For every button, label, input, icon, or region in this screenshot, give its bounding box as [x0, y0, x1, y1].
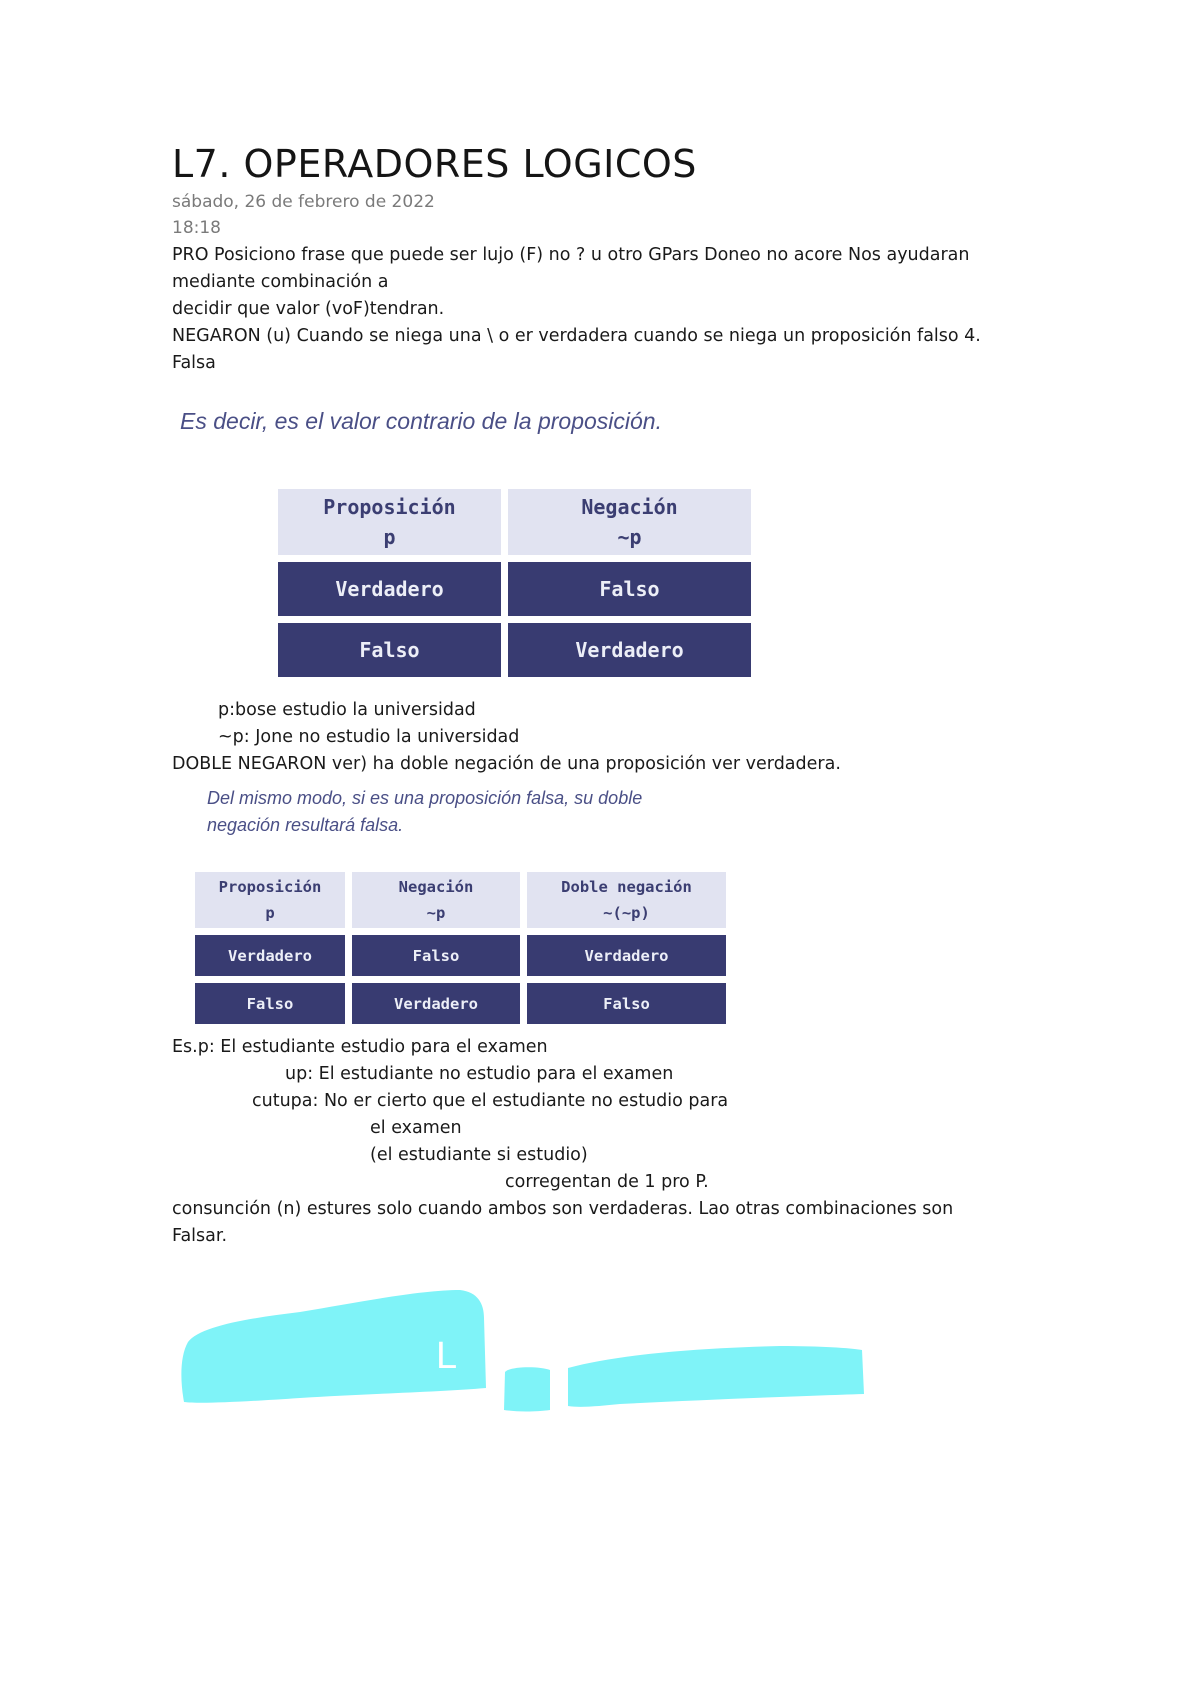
example-line: p:bose estudio la universidad — [218, 700, 476, 720]
page-date: sábado, 26 de febrero de 2022 — [172, 192, 435, 212]
example-line: (el estudiante si estudio) — [370, 1145, 588, 1165]
table-header: Proposición p — [278, 489, 501, 555]
body-line: NEGARON (u) Cuando se niega una \ o er verdadera cuando se niega un proposición falso 4. — [172, 326, 981, 346]
quote-double-negation: negación resultará falsa. — [207, 815, 404, 835]
body-line: PRO Posiciono frase que puede ser lujo (F) no ? u otro GPars Doneo no acore Nos ayudaran — [172, 245, 970, 265]
conjunction-line: consunción (n) estures solo cuando ambos son verdaderas. Lao otras combinaciones son — [172, 1199, 954, 1219]
double-negation-line: DOBLE NEGARON ver) ha doble negación de una proposición ver verdadera. — [172, 754, 841, 774]
table-cell: Falso — [278, 623, 501, 677]
example-line: ~p: Jone no estudio la universidad — [218, 727, 520, 747]
table-cell: Falso — [508, 562, 751, 616]
table-cell: Falso — [527, 983, 726, 1024]
page-time: 18:18 — [172, 218, 221, 238]
example-line: el examen — [370, 1118, 462, 1138]
highlighter-stroke — [504, 1367, 550, 1411]
table-cell: Verdadero — [278, 562, 501, 616]
table-header: Proposición p — [195, 872, 345, 928]
table-header: Negación ~p — [508, 489, 751, 555]
quote-double-negation: Del mismo modo, si es una proposición falsa, su doble — [207, 788, 643, 808]
table-header: Doble negación ~(~p) — [527, 872, 726, 928]
body-line: decidir que valor (voF)tendran. — [172, 299, 445, 319]
table-cell: Verdadero — [352, 983, 520, 1024]
highlighter-stroke — [568, 1346, 864, 1407]
table-cell: Verdadero — [527, 935, 726, 976]
conjunction-line: Falsar. — [172, 1226, 228, 1246]
table-cell: Falso — [352, 935, 520, 976]
table-cell: Verdadero — [508, 623, 751, 677]
highlight-letter: L — [436, 1335, 458, 1377]
example-line: corregentan de 1 pro P. — [505, 1172, 709, 1192]
page-title: L7. OPERADORES LOGICOS — [172, 142, 697, 186]
example-line: Es.p: El estudiante estudio para el examen — [172, 1037, 548, 1057]
example-line: cutupa: No er cierto que el estudiante no estudio para — [252, 1091, 729, 1111]
example-line: up: El estudiante no estudio para el examen — [285, 1064, 674, 1084]
table-cell: Falso — [195, 983, 345, 1024]
table-cell: Verdadero — [195, 935, 345, 976]
table-header: Negación ~p — [352, 872, 520, 928]
body-line: Falsa — [172, 353, 216, 373]
quote-contrary-value: Es decir, es el valor contrario de la proposición. — [180, 408, 662, 434]
body-line: mediante combinación a — [172, 272, 389, 292]
